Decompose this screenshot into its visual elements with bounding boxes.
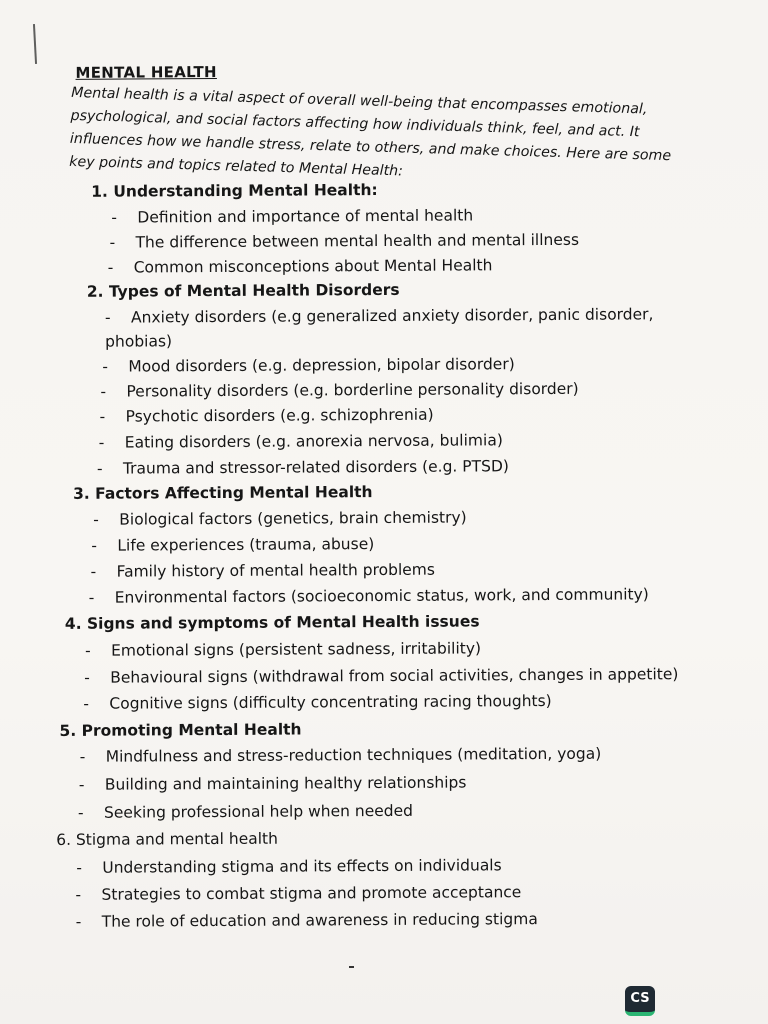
- ink-speck: [349, 966, 354, 968]
- list-item: - Definition and importance of mental health: [111, 206, 474, 227]
- section-heading-1: 1. Understanding Mental Health:: [91, 181, 378, 201]
- section-heading-6: 6. Stigma and mental health: [56, 829, 278, 849]
- list-item: - Strategies to combat stigma and promote acceptance: [75, 883, 522, 904]
- section-heading-4: 4. Signs and symptoms of Mental Health issues: [64, 612, 480, 633]
- list-item: - Common misconceptions about Mental Health: [107, 256, 493, 277]
- list-item: - Mood disorders (e.g. depression, bipolar disorder): [102, 355, 515, 376]
- list-item: - The role of education and awareness in reducing stigma: [75, 910, 538, 931]
- list-item: - Emotional signs (persistent sadness, irritability): [84, 639, 482, 660]
- list-item: - Anxiety disorders (e.g generalized anxiety disorder, panic disorder, phobias): [104, 305, 654, 351]
- intro-paragraph: Mental health is a vital aspect of overall well-being that encompasses emotional, psychological, and social factors affecting how individuals think, feel, and act. It influences how we handle stress, relate to others, and make choices. Here are some key points and topics related to Mental Health:: [69, 84, 672, 180]
- list-item: - Biological factors (genetics, brain chemistry): [93, 508, 467, 529]
- list-item: - Life experiences (trauma, abuse): [91, 535, 375, 555]
- list-item: - Psychotic disorders (e.g. schizophrenia): [99, 405, 434, 426]
- list-item: - Cognitive signs (difficulty concentrating racing thoughts): [83, 691, 552, 713]
- list-item: - Seeking professional help when needed: [77, 801, 414, 822]
- list-item: - Trauma and stressor-related disorders (e.g. PTSD): [96, 457, 509, 478]
- list-item: - Eating disorders (e.g. anorexia nervosa, bulimia): [98, 431, 503, 452]
- list-item: - Personality disorders (e.g. borderline personality disorder): [100, 379, 579, 401]
- list-item: - Family history of mental health problems: [90, 560, 435, 581]
- list-item: - Environmental factors (socioeconomic status, work, and community): [88, 585, 649, 607]
- list-item: - Building and maintaining healthy relationships: [78, 773, 467, 794]
- section-heading-3: 3. Factors Affecting Mental Health: [73, 483, 373, 503]
- list-item: - The difference between mental health and mental illness: [109, 230, 580, 252]
- section-heading-5: 5. Promoting Mental Health: [59, 720, 302, 740]
- list-item: - Understanding stigma and its effects on individuals: [76, 856, 502, 877]
- section-heading-2: 2. Types of Mental Health Disorders: [86, 280, 400, 301]
- list-item: - Mindfulness and stress-reduction techniques (meditation, yoga): [79, 744, 602, 766]
- camscanner-logo-icon: CS: [625, 986, 655, 1016]
- list-item: - Behavioural signs (withdrawal from social activities, changes in appetite): [84, 665, 679, 687]
- document-title: MENTAL HEALTH: [75, 62, 217, 82]
